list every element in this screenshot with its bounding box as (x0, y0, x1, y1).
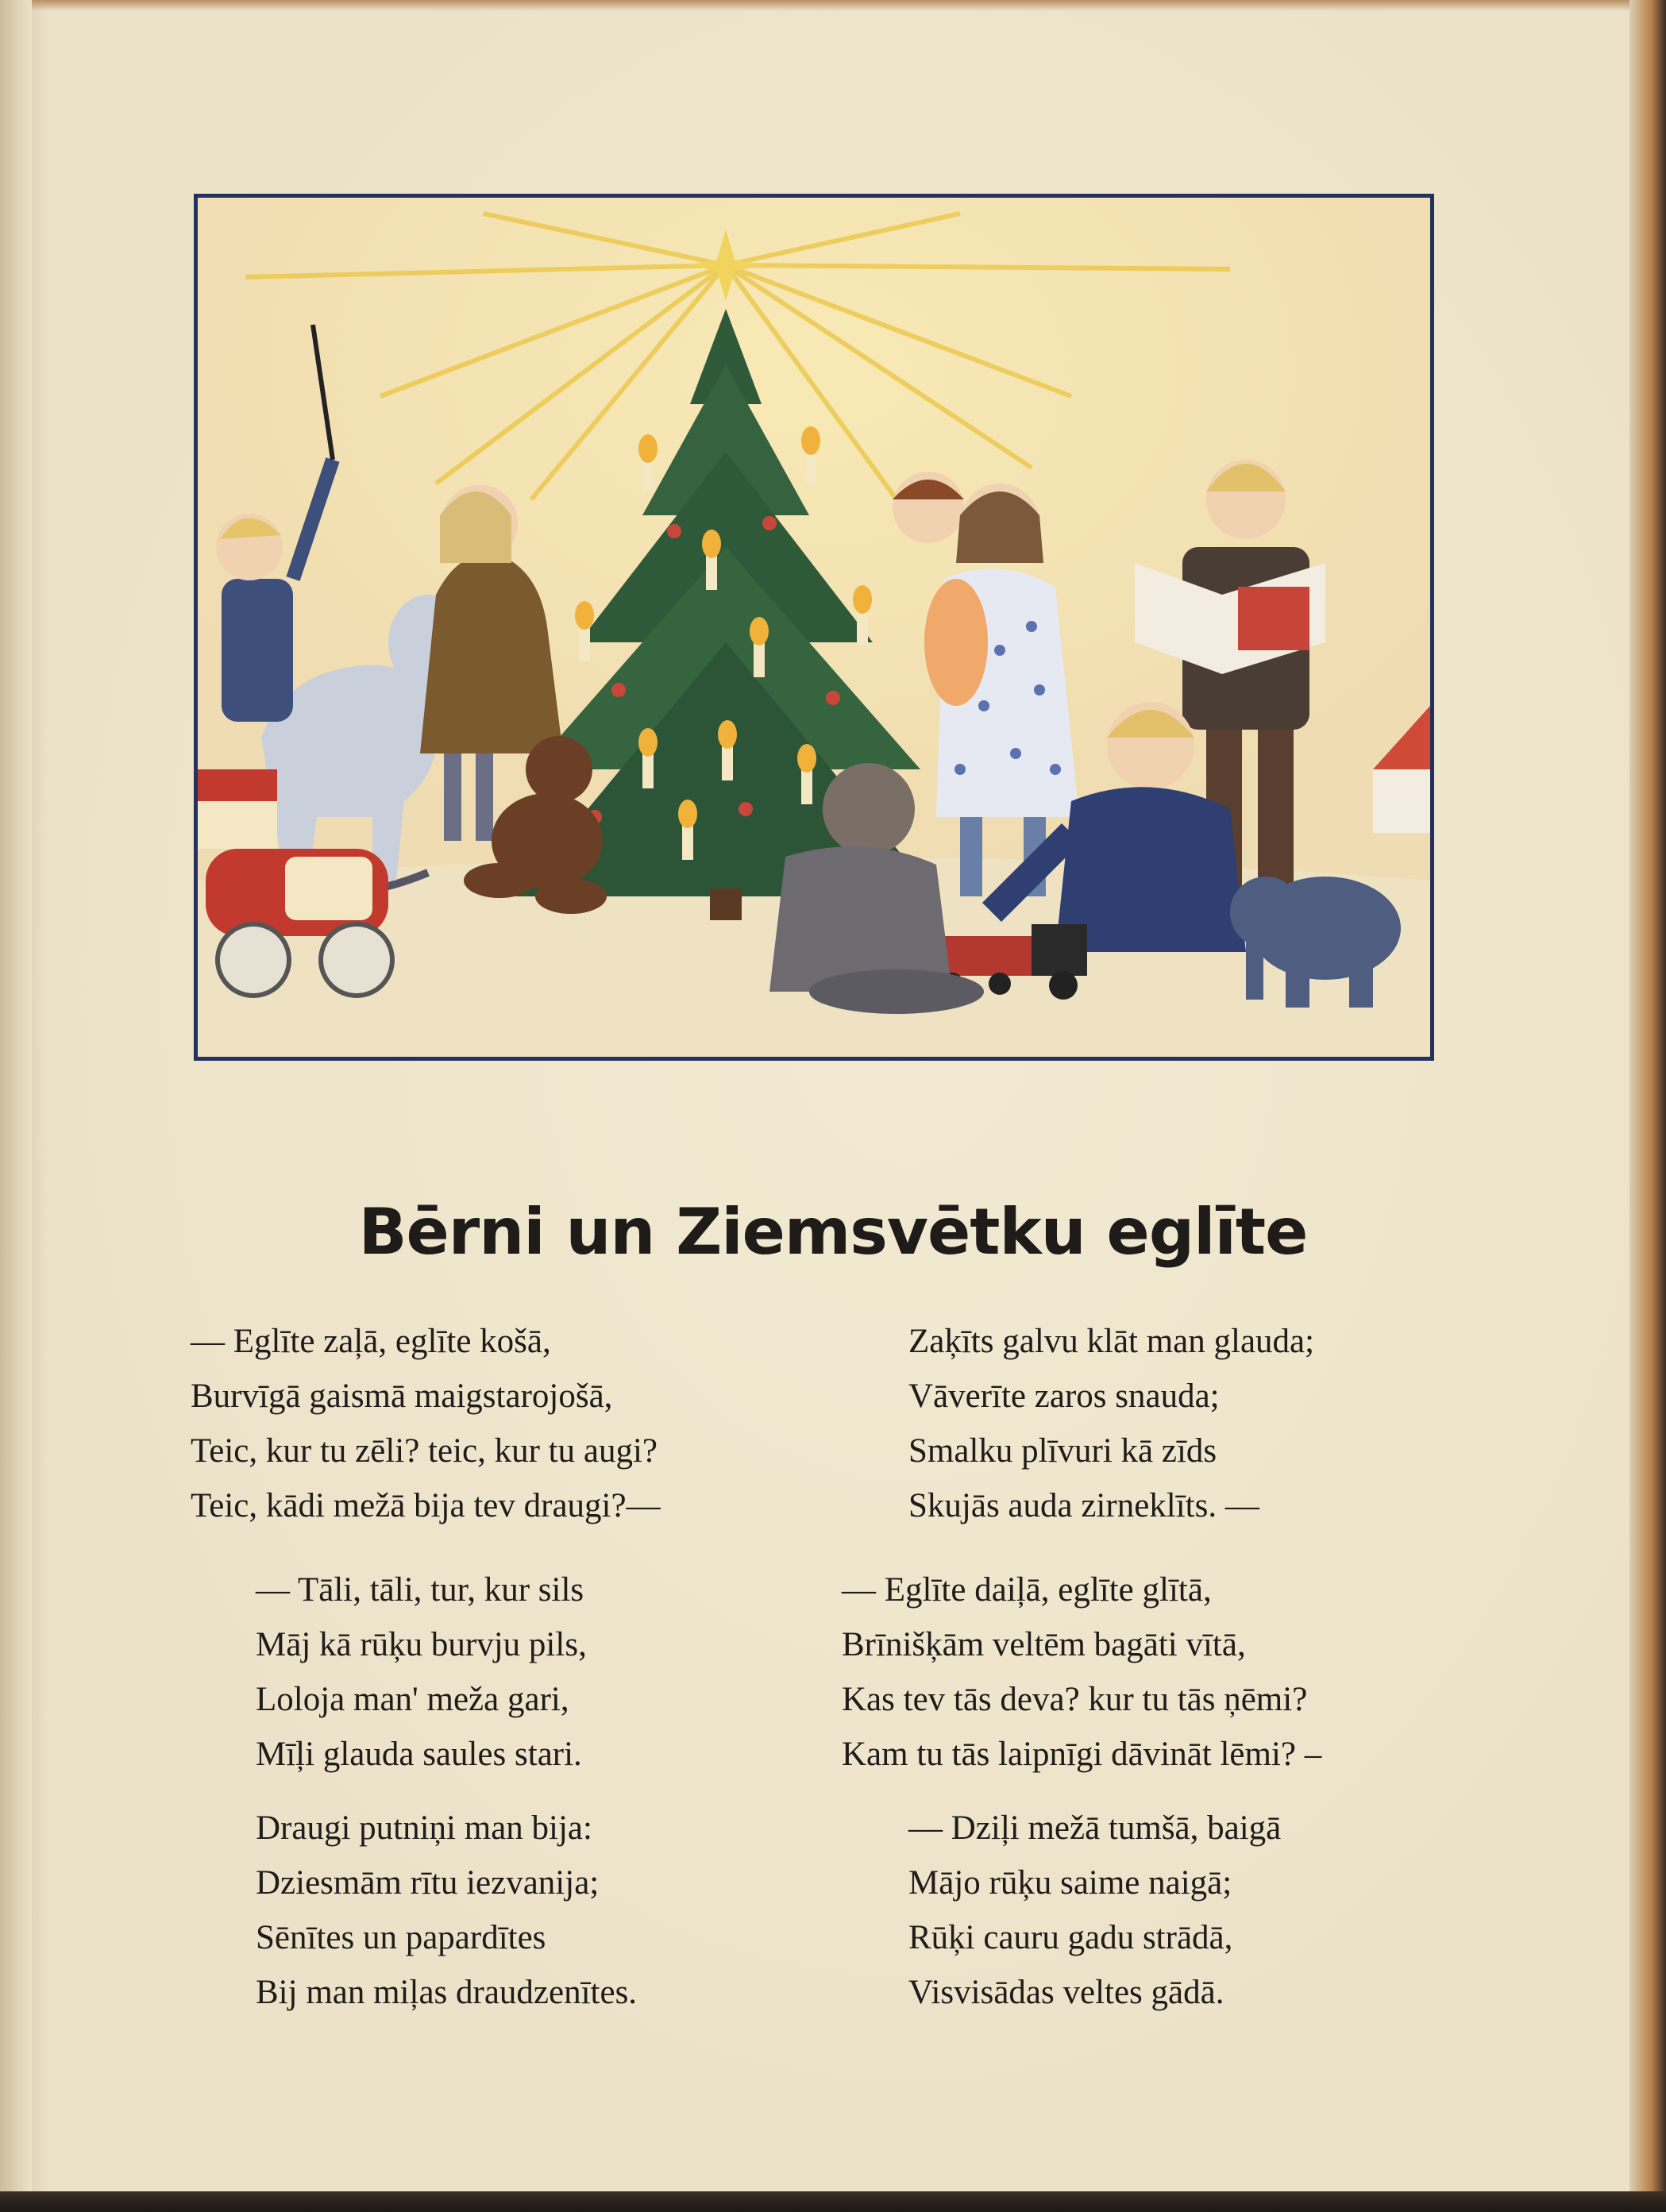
poem-line: — Eglīte zaļā, eglīte košā, (191, 1323, 551, 1360)
poem-line: Māj kā rūķu burvju pils, (256, 1626, 587, 1663)
poem-line: — Dziļi mežā tumšā, baigā (908, 1809, 1282, 1847)
poem-line: — Eglīte daiļā, eglīte glītā, (842, 1571, 1212, 1609)
poem-line: Burvīgā gaismā maigstarojošā, (191, 1378, 613, 1415)
poem-stanza (256, 1563, 587, 1782)
page-bottom-edge (0, 2191, 1666, 2212)
poem-line: Loloja man' meža gari, (256, 1681, 569, 1718)
poem-line: Zaķīts galvu klāt man glauda; (908, 1323, 1315, 1360)
poem-stanza (191, 1314, 661, 1533)
poem-line: Draugi putniņi man bija: (256, 1809, 592, 1847)
poem-stanza (908, 1314, 1314, 1533)
poem-line: Kam tu tās laipnīgi dāvināt lēmi? – (842, 1736, 1322, 1773)
poem-line: Kas tev tās deva? kur tu tās ņēmi? (842, 1681, 1308, 1718)
illustration-drawing (198, 198, 1430, 1057)
page-top-edge (0, 0, 1666, 11)
page-right-edge (1629, 0, 1666, 2212)
poem-line: — Tāli, tāli, tur, kur sils (256, 1571, 584, 1609)
christmas-tree-illustration (194, 194, 1434, 1061)
poem-line: Vāverīte zaros snauda; (908, 1378, 1220, 1415)
poem-line: Visvisādas veltes gādā. (908, 1974, 1224, 2011)
poem-line: Dziesmām rītu iezvanija; (256, 1864, 600, 1902)
poem-line: Brīnišķām veltēm bagāti vītā, (842, 1626, 1246, 1663)
poem-line: Bij man miļas draudzenītes. (256, 1974, 638, 2011)
poem-line: Sēnītes un papardītes (256, 1919, 546, 1956)
poem-stanza (842, 1563, 1321, 1782)
poem-title: Bērni un Ziemsvētku eglīte (358, 1195, 1308, 1269)
page-spine-shadow (0, 0, 32, 2191)
poem-line: Mājo rūķu saime naigā; (908, 1864, 1232, 1902)
poem-line: Mīļi glauda saules stari. (256, 1736, 582, 1773)
poem-line: Teic, kur tu zēli? teic, kur tu augi? (191, 1432, 658, 1470)
poem-stanza (908, 1801, 1281, 2020)
poem-line: Smalku plīvuri kā zīds (908, 1432, 1217, 1470)
poem-line: Skujās auda zirneklīts. — (908, 1487, 1259, 1524)
poem-stanza (256, 1801, 637, 2020)
poem-line: Rūķi cauru gadu strādā, (908, 1919, 1233, 1956)
poem-line: Teic, kādi mežā bija tev draugi?— (191, 1487, 661, 1524)
